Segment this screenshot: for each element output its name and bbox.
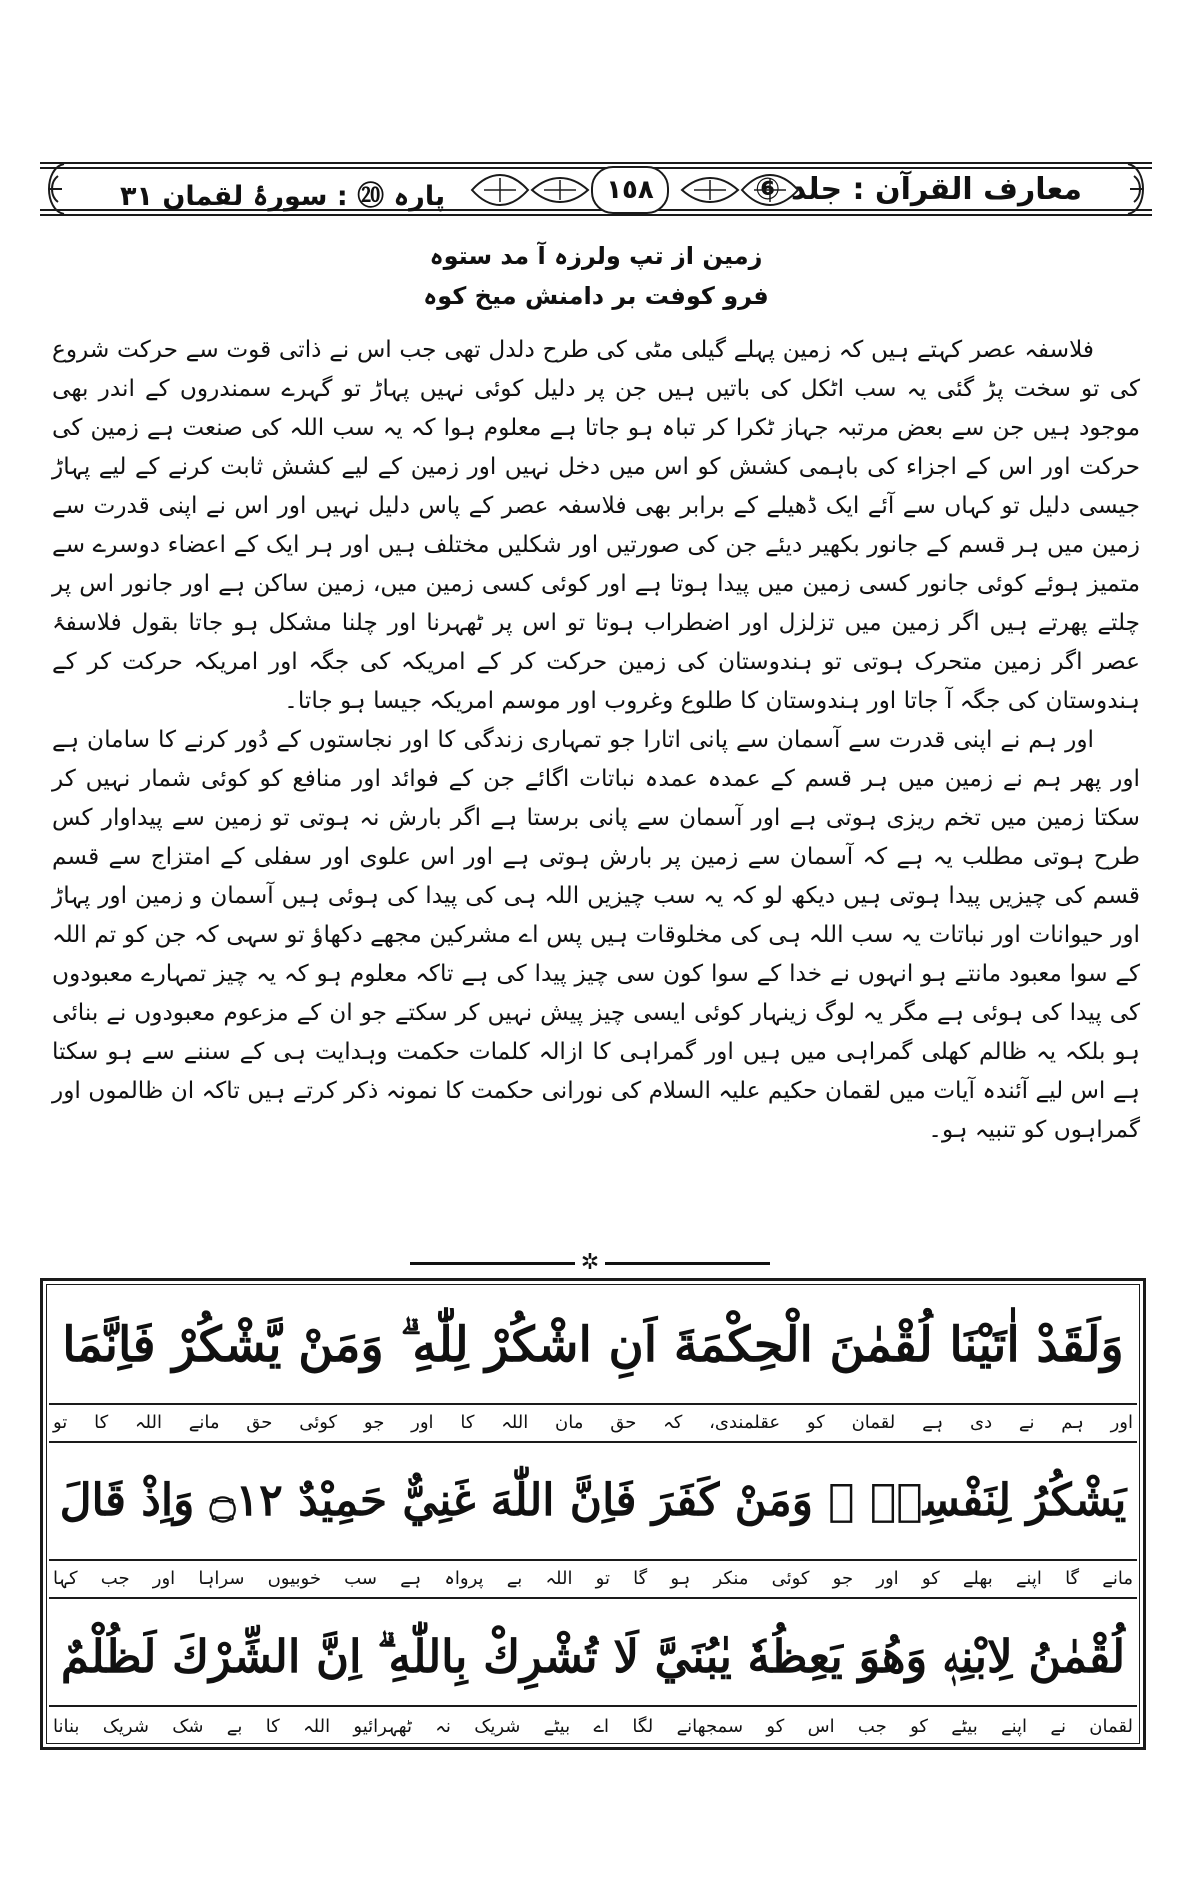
verse-divider — [49, 1597, 1137, 1599]
verse-divider — [49, 1441, 1137, 1443]
verse-divider — [49, 1403, 1137, 1405]
verse-translation-line-1: اور ہم نے دی ہے لقمان کو عقلمندی، کہ حق مان اللہ کا اور جو کوئی حق مانے اللہ کا تو — [53, 1412, 1133, 1433]
page-number: ١٥٨ — [591, 166, 669, 214]
page-header — [40, 158, 1152, 220]
verse-translation-line-2: مانے گا اپنے بھلے کو اور جو کوئی منکر ہو گا تو اللہ بے پرواہ ہے سب خوبیوں سراہا اور جب کہا — [53, 1568, 1133, 1589]
verse-divider — [49, 1559, 1137, 1561]
header-end-ornament-left — [40, 158, 66, 220]
header-rule-top-inner — [40, 167, 1152, 169]
verse-divider — [49, 1705, 1137, 1707]
header-floral-ornament-left — [470, 168, 590, 212]
para-and-surah: پارہ ⑳ : سورۂ لقمان ٣١ — [120, 181, 446, 212]
book-title: معارف القرآن : جلد ⑥ — [755, 172, 1082, 207]
header-end-ornament-right — [1126, 158, 1152, 220]
commentary-paragraph-2: اور ہم نے اپنی قدرت سے آسمان سے پانی اتارا جو تمہاری زندگی کا اور نجاستوں کے دُور کرنے کا سامان ہے اور پھر ہم نے زمین میں ہر قسم کے عمدہ عمدہ نباتات اگائے جن کے فوائد اور منافع کو کوئی شمار نہیں کر سکتا زمین میں تخم ریزی ہوتی ہے اور آسمان سے پانی برستا ہے اگر بارش نہ ہوتی تو زمین سے پیداوار کس طرح ہوتی مطلب یہ ہے کہ آسمان سے زمین پر بارش ہوتی ہے اور اس علوی اور سفلی کے امتزاج سے قسم قسم کی چیزیں پیدا ہوتی ہیں دیکھ لو کہ یہ سب چیزیں اللہ ہی کی پیدا کی ہوئی ہیں آسمان و زمین اور پہاڑ اور حیوانات اور نباتات یہ سب اللہ ہی کی مخلوقات ہیں پس اے مشرکین مجھے دکھاؤ تو سہی کہ جن کو تم اللہ کے سوا معبود مانتے ہو انہوں نے خدا کے سوا کون سی چیز پیدا کی ہے تاکہ معلوم ہو کہ یہ چیز تمہارے معبودوں کی پیدا کی ہوئی ہے مگر یہ لوگ زینہار کوئی ایسی چیز پیش نہیں کر سکتے جو ان کے مزعوم معبودوں نے بنائی ہو بلکہ یہ ظالم کھلی گمراہی میں ہیں اور گمراہی کا ازالہ کلمات حکمت وہدایت ہی کے سننے سے ہو سکتا ہے اس لیے آئندہ آیات میں لقمان حکیم علیہ السلام کی نورانی حکمت کا نمونہ ذکر کرتے ہیں تاکہ ان ظالموں اور گمراہوں کو تنبیہ ہو۔ — [52, 726, 1140, 1143]
verse-arabic-line-1: وَلَقَدْ اٰتَيْنَا لُقْمٰنَ الْحِكْمَةَ اَنِ اشْكُرْ لِلّٰهِ ۗ وَمَنْ يَّشْكُرْ فَاِنَّمَا — [62, 1317, 1124, 1373]
verse-translation-line-3: لقمان نے اپنے بیٹے کو جب اس کو سمجھانے لگا اے بیٹے شریک نہ ٹھہرائیو اللہ کا بے شک شریک بنانا — [53, 1716, 1133, 1737]
couplet-line-2: فرو کوفت بر دامنش میخ کوہ — [423, 282, 769, 310]
commentary-text — [52, 330, 1140, 1149]
commentary-paragraph-1: فلاسفہ عصر کہتے ہیں کہ زمین پہلے گیلی مٹی کی طرح دلدل تھی جب اس نے ذاتی قوت سے حرکت شروع کی تو سخت پڑ گئی یہ سب اٹکل کی باتیں ہیں جن پر دلیل کوئی نہیں پہاڑ تو گہرے سمندروں کے اندر بھی موجود ہیں جن سے بعض مرتبہ جہاز ٹکرا کر تباہ ہو جاتا ہے معلوم ہوا کہ یہ سب اللہ کی صنعت ہے زمین کی حرکت اور اس کے اجزاء کی باہمی کشش کو اس میں دخل نہیں اور زمین کے لیے کشش ثابت کرنے کے لیے پہاڑ جیسی دلیل تو کہاں سے آئے ایک ڈھیلے کے برابر بھی فلاسفہ عصر کے پاس دلیل نہیں اور اس نے اپنی قدرت سے زمین میں ہر قسم کے جانور بکھیر دیئے جن کی صورتیں اور شکلیں مختلف ہیں اور ہر ایک کے اعضاء دوسرے سے متمیز ہوئے کوئی جانور کسی زمین میں پیدا ہوتا ہے اور کوئی کسی زمین میں، زمین ساکن ہے اور جانور اس پر چلتے پھرتے ہیں اگر زمین میں تزلزل اور اضطراب ہوتا تو اس پر ٹھہرنا اور چلنا مشکل ہو جاتا بقول فلاسفۂ عصر اگر زمین متحرک ہوتی تو ہندوستان کی زمین حرکت کر کے امریکہ کی جگہ اور امریکہ حرکت کر کے ہندوستان کی جگہ آ جاتا اور ہندوستان کا طلوع وغروب اور موسم امریکہ جیسا ہو جاتا۔ — [52, 336, 1140, 714]
verse-arabic-line-2: يَشْكُرُ لِنَفْسِهٖ ۚ وَمَنْ كَفَرَ فَاِنَّ اللّٰهَ غَنِيٌّ حَمِيْدٌ ۝١٢ وَاِذْ قَالَ — [59, 1475, 1127, 1526]
header-rule-bottom — [40, 214, 1152, 216]
couplet-line-1: زمین از تپ ولرزہ آ مد ستوہ — [429, 242, 763, 270]
divider-star-icon: ✲ — [575, 1248, 605, 1278]
quran-verse-box — [40, 1278, 1146, 1750]
verse-arabic-line-3: لُقْمٰنُ لِابْنِهٖ وَهُوَ يَعِظُهٗ يٰبُنَيَّ لَا تُشْرِكْ بِاللّٰهِ ۗ اِنَّ الشِّرْكَ لَظُلْمٌ — [60, 1630, 1126, 1683]
header-floral-ornament-right — [680, 168, 800, 212]
header-rule-top — [40, 162, 1152, 164]
